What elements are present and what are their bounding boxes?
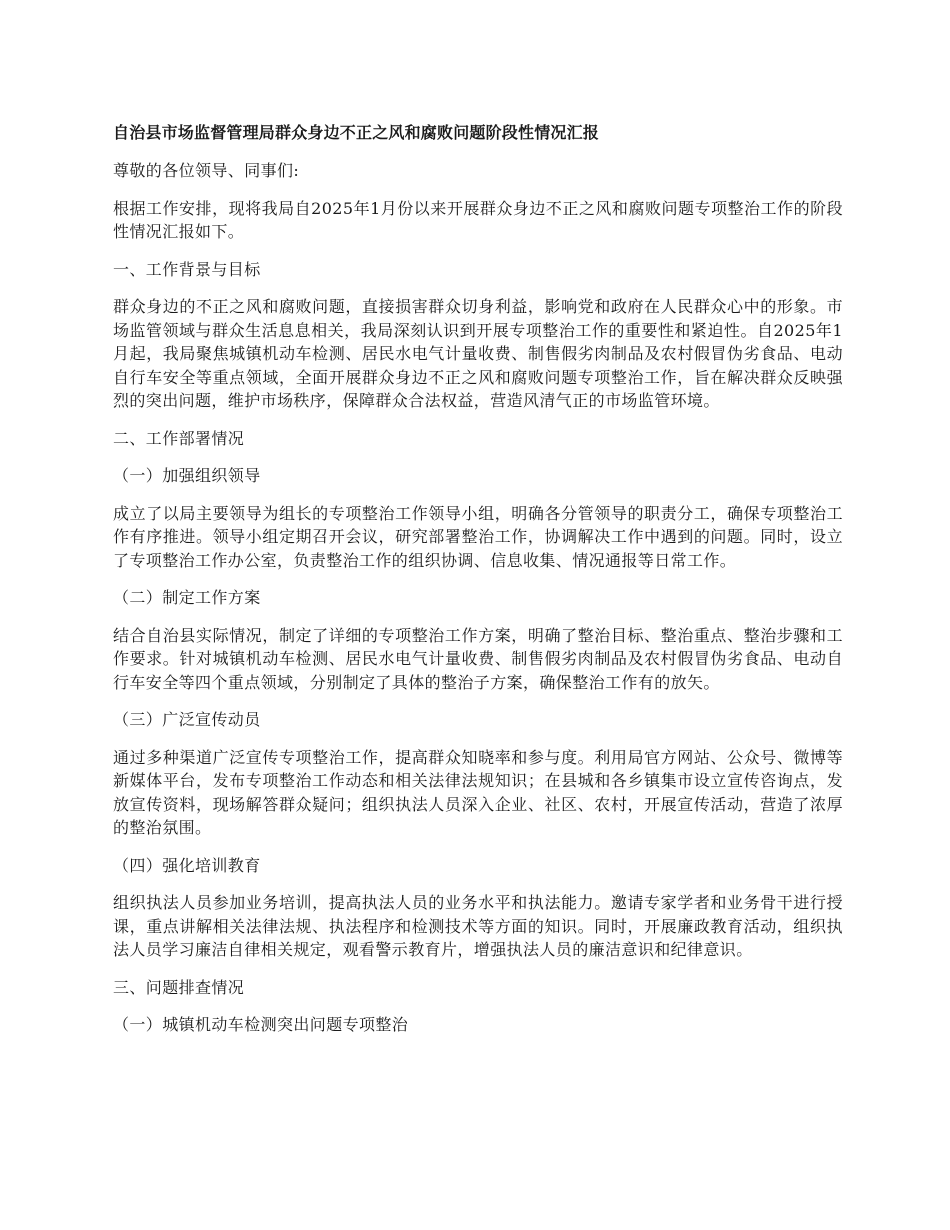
section-heading-investigation: 三、问题排查情况 xyxy=(113,977,245,997)
subsection-body-leadership: 成立了以局主要领导为组长的专项整治工作领导小组，明确各分管领导的职责分工，确保专项整治工作有序推进。领导小组定期召开会议，研究部署整治工作，协调解决工作中遇到的问题。同时，设立了专项整治工作办公室，负责整治工作的组织协调、信息收集、情况通报等日常工作。 xyxy=(113,503,843,570)
document-page xyxy=(113,121,843,1051)
subsection-heading-vehicle-inspection: （一）城镇机动车检测突出问题专项整治 xyxy=(113,1015,409,1034)
intro-paragraph: 根据工作安排，现将我局自2025年1月份以来开展群众身边不正之风和腐败问题专项整治工作的阶段性情况汇报如下。 xyxy=(113,198,843,241)
section-heading-deployment: 二、工作部署情况 xyxy=(113,428,245,448)
section-heading-background: 一、工作背景与目标 xyxy=(113,259,261,279)
subsection-heading-training: （四）强化培训教育 xyxy=(113,855,261,875)
subsection-heading-publicity: （三）广泛宣传动员 xyxy=(113,710,261,729)
subsection-body-publicity: 通过多种渠道广泛宣传专项整治工作，提高群众知晓率和参与度。利用局官方网站、公众号、微博等新媒体平台，发布专项整治工作动态和相关法律法规知识；在县城和各乡镇集市设立宣传咨询点，发放宣传资料，现场解答群众疑问；组织执法人员深入企业、社区、农村，开展宣传活动，营造了浓厚的整治氛围。 xyxy=(113,747,843,837)
subsection-body-training: 组织执法人员参加业务培训，提高执法人员的业务水平和执法能力。邀请专家学者和业务骨干进行授课，重点讲解相关法律法规、执法程序和检测技术等方面的知识。同时，开展廉政教育活动，组织执法人员学习廉洁自律相关规定，观看警示教育片，增强执法人员的廉洁意识和纪律意识。 xyxy=(113,893,843,959)
salutation: 尊敬的各位领导、同事们: xyxy=(113,161,300,180)
document-title: 自治县市场监督管理局群众身边不正之风和腐败问题阶段性情况汇报 xyxy=(113,123,600,142)
subsection-heading-plan: （二）制定工作方案 xyxy=(113,588,261,607)
subsection-body-plan: 结合自治县实际情况，制定了详细的专项整治工作方案，明确了整治目标、整治重点、整治步骤和工作要求。针对城镇机动车检测、居民水电气计量收费、制售假劣肉制品及农村假冒伪劣食品、电动自行车安全等四个重点领域，分别制定了具体的整治子方案，确保整治工作有的放矢。 xyxy=(113,625,843,692)
subsection-heading-leadership: （一）加强组织领导 xyxy=(113,466,261,485)
section-body-background: 群众身边的不正之风和腐败问题，直接损害群众切身利益，影响党和政府在人民群众心中的形象。市场监管领域与群众生活息息相关，我局深刻认识到开展专项整治工作的重要性和紧迫性。自2025年1月起，我局聚焦城镇机动车检测、居民水电气计量收费、制售假劣肉制品及农村假冒伪劣食品、电动自行车安全等重点领域，全面开展群众身边不正之风和腐败问题专项整治工作，旨在解决群众反映强烈的突出问题，维护市场秩序，保障群众合法权益，营造风清气正的市场监管环境。 xyxy=(113,297,843,410)
